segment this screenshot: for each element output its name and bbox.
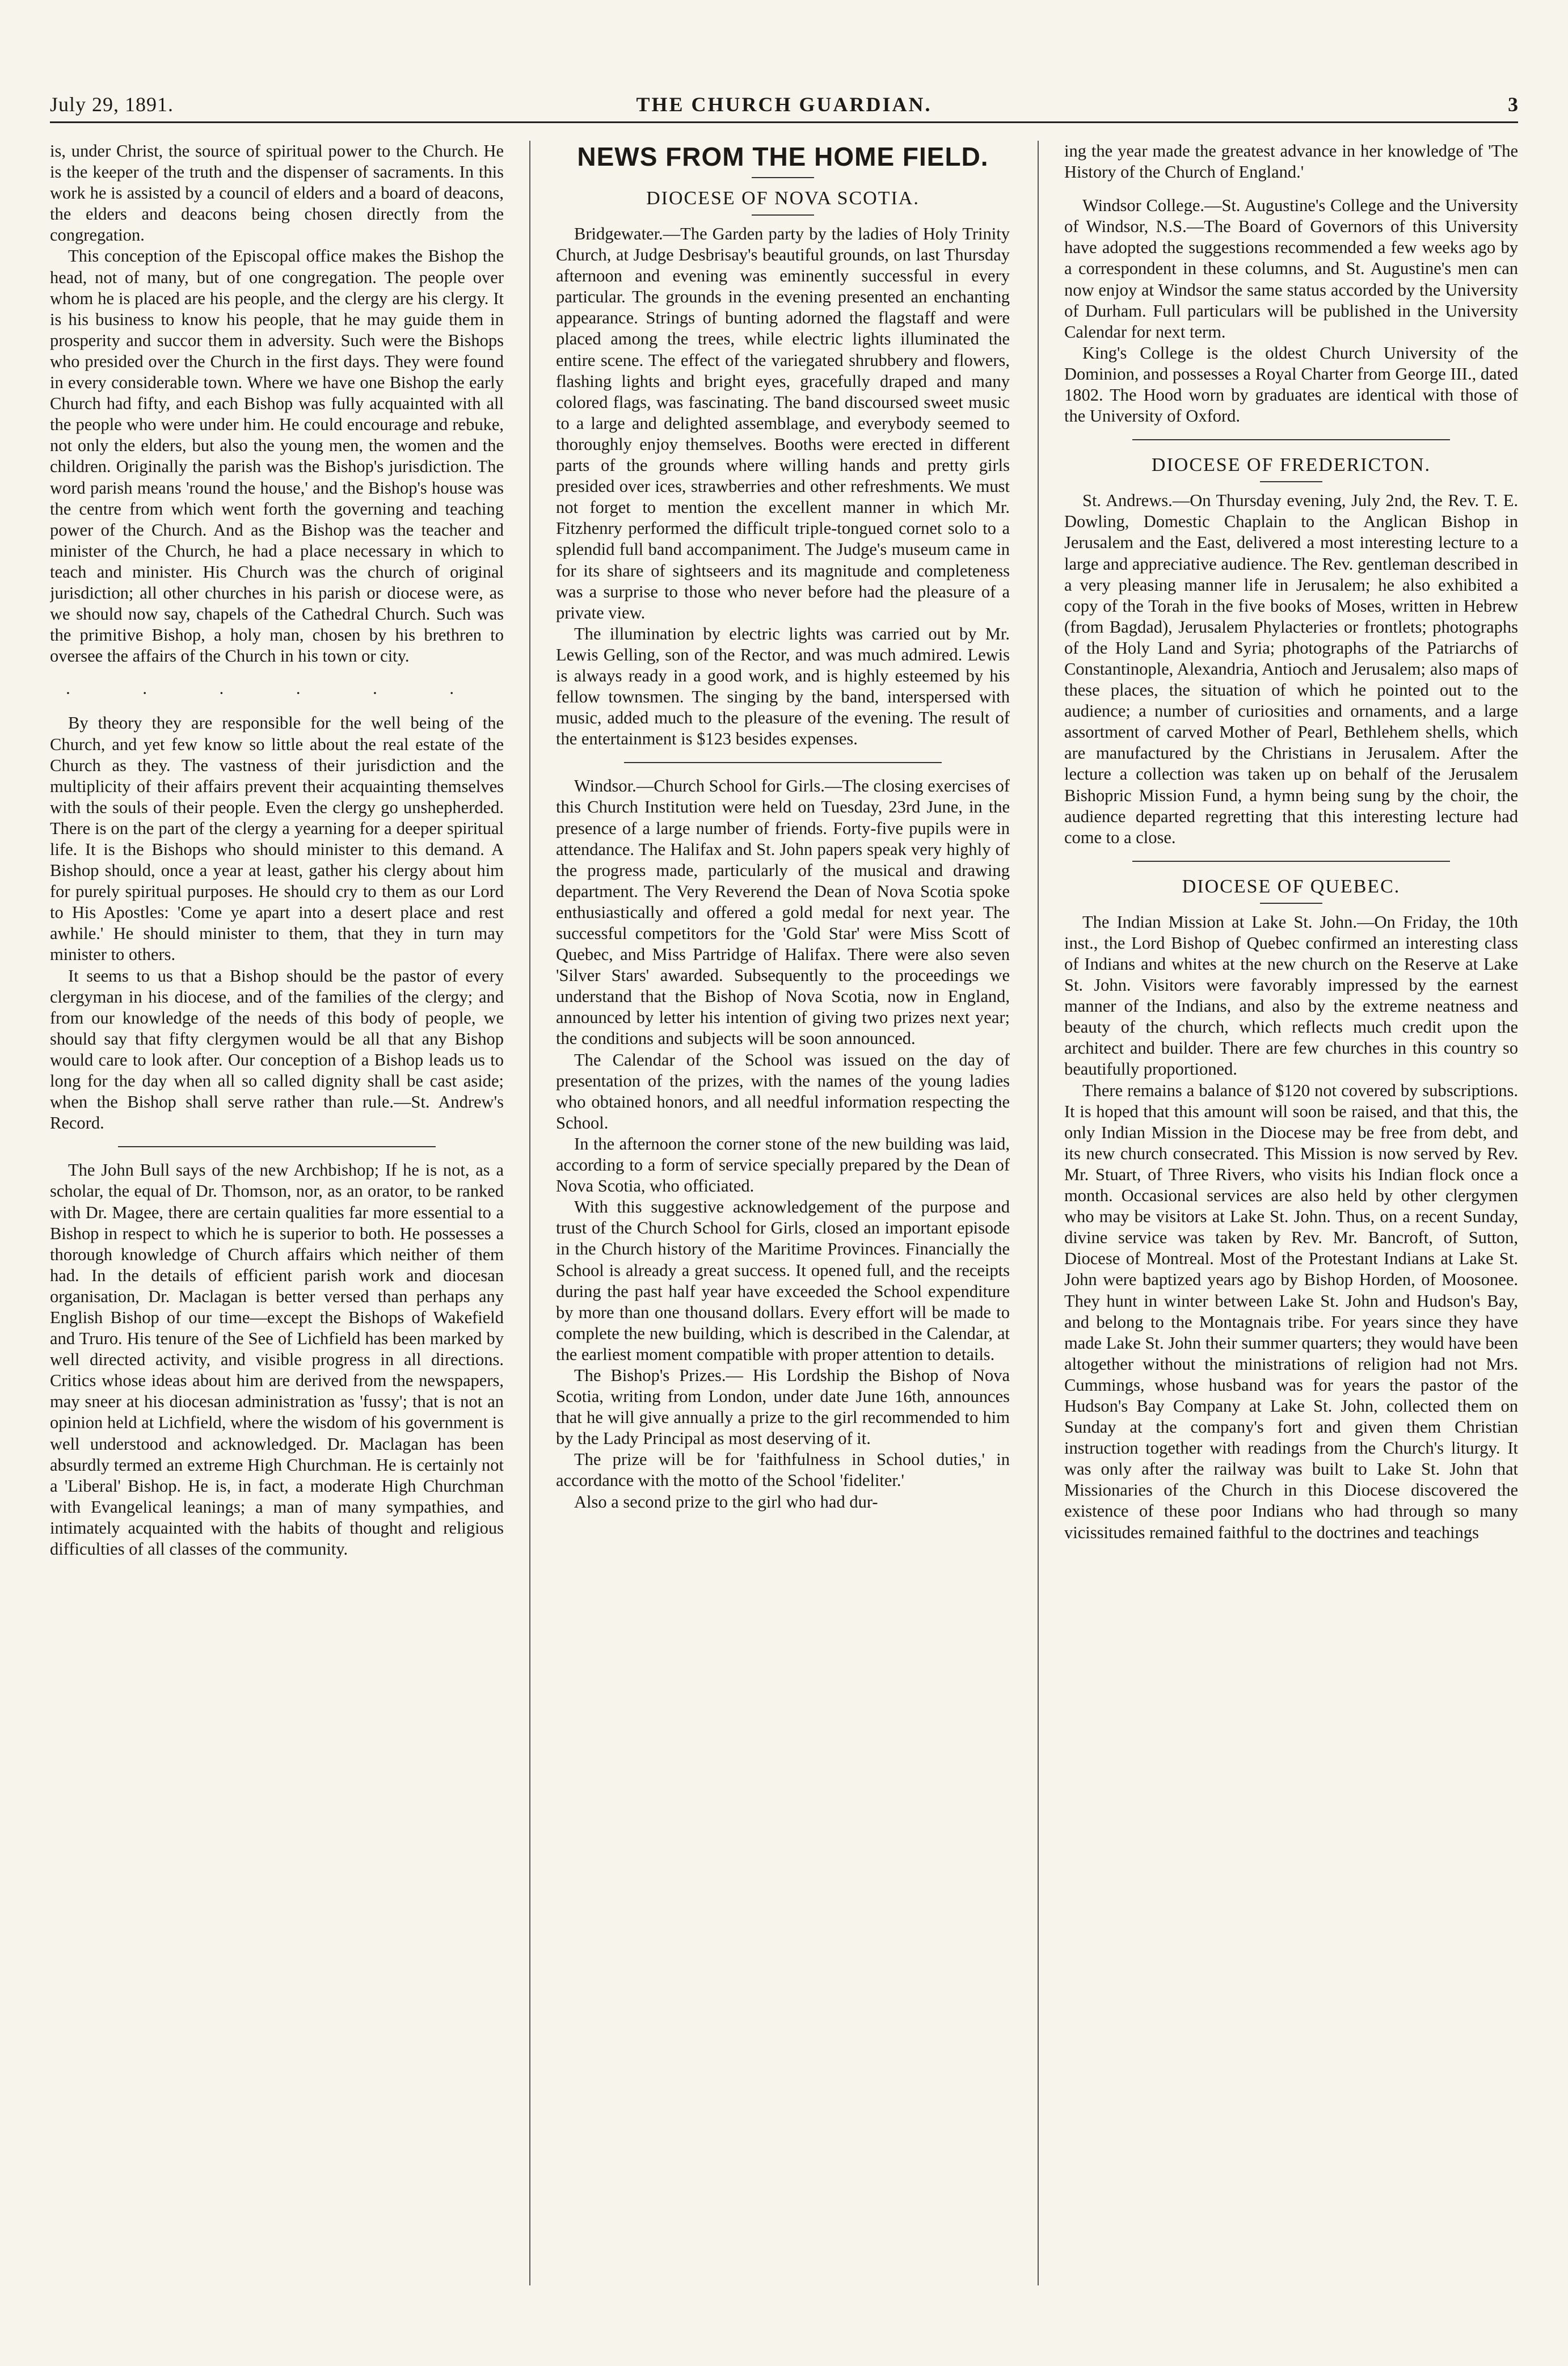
article-divider [624, 762, 942, 763]
masthead [50, 92, 1518, 123]
article-divider [1132, 861, 1450, 862]
article-paragraph: The Indian Mission at Lake St. John.—On Friday, the 10th inst., the Lord Bishop of Quebec confirmed an interesting class of Indians and whites at the new church on the Reserve at Lake St. John. Visitors were favorably impressed by the earnest manner of the Indians, and also by the extreme neatness and beauty of the church, which reflects much credit upon the architect and builder. There are few churches in this country so beautifully proportioned. [1064, 912, 1518, 1079]
column-1 [50, 141, 504, 2285]
article-paragraph: The Calendar of the School was issued on the day of presentation of the prizes, with the names of the young ladies who obtained honors, and all needful information respecting the School. [556, 1050, 1010, 1133]
article-paragraph: By theory they are responsible for the well being of the Church, and yet few know so little about the real estate of the Church as they. The vastness of their jurisdiction and the multiplicity of their affairs prevent their acquainting themselves with the souls of their people. Even the clergy go unshepherded. There is on the part of the clergy a yearning for a deeper spiritual life. It is the Bishops who should minister to this demand. A Bishop should, once a year at least, gather his clergy about him for purely spiritual purposes. He should cry to them as our Lord to His Apostles: 'Come ye apart into a desert place and rest awhile.' He should minister to them, that they in turn may minister to others. [50, 713, 504, 965]
diocese-heading: DIOCESE OF QUEBEC. [1182, 875, 1401, 897]
article-paragraph: With this suggestive acknowledgement of the purpose and trust of the Church School for Girls, closed an important episode in the Church history of the Maritime Provinces. Financially the School is already a great success. It opened full, and the receipts during the past half year have exceeded the School expenditure by more than one thousand dollars. Every effort will be made to complete the new building, which is described in the Calendar, at the earliest moment compatible with proper attention to details. [556, 1197, 1010, 1364]
paragraph-gap [1064, 183, 1518, 195]
article-paragraph: In the afternoon the corner stone of the new building was laid, according to a form of service specially prepared by the Dean of Nova Scotia, who officiated. [556, 1134, 1010, 1196]
article-paragraph: Also a second prize to the girl who had dur- [574, 1492, 878, 1512]
heading-rule [1260, 903, 1322, 904]
column-3 [1064, 141, 1518, 2285]
diocese-heading: DIOCESE OF NOVA SCOTIA. [646, 188, 920, 209]
article-paragraph: This conception of the Episcopal office makes the Bishop the head, not of many, but of one congregation. The people over whom he is placed are his people, and the clergy are his clergy. It is his business to know his people, that he may guide them in prosperity and succor them in adversity. Such were the Bishops who presided over the Church in the first days. They were found in every considerable town. Where we have one Bishop the early Church had fifty, and each Bishop was fully acquainted with all the people who were under him. He could encourage and rebuke, not only the elders, but also the young men, the women and the children. Originally the parish was the Bishop's jurisdiction. The word parish means 'round the house,' and the Bishop's house was the centre from which went forth the governing and teaching power of the Church. And as the Bishop was the teacher and minister of the Church, he had a place necessary in which to teach and minister. His Church was the church of original jurisdiction; all other churches in his parish or diocese were, as we should now say, chapels of the Cathedral Church. Such was the primitive Bishop, a holy man, chosen by his brethren to oversee the affairs of the Church in his town or city. [50, 246, 504, 666]
article-divider [118, 1146, 436, 1147]
article-paragraph: The illumination by electric lights was carried out by Mr. Lewis Gelling, son of the Rector, and was much admired. Lewis is always ready in a good work, and is highly esteemed by his fellow townsmen. The singing by the band, interspersed with music, added much to the pleasure of the evening. The result of the entertainment is $123 besides expenses. [556, 624, 1010, 749]
article-paragraph: Bridgewater.—The Garden party by the ladies of Holy Trinity Church, at Judge Desbrisay's beautiful grounds, on last Thursday afternoon and evening was eminently successful in every particular. The grounds in the evening presented an enchanting appearance. Strings of bunting adorned the flagstaff and were placed among the trees, while electric lights illuminated the entire scene. The effect of the variegated shrubbery and flowers, flashing lights and bright eyes, gracefully draped and many colored flags, was fascinating. The band discoursed sweet music to a large and delighted assemblage, and everybody seemed to thoroughly enjoy themselves. Booths were erected in different parts of the grounds where willing hands and pretty girls presided over ices, strawberries and other refreshments. We must not forget to mention the excellent manner in which Mr. Fitzhenry performed the difficult triple-tongued cornet solo to a splendid full band accompaniment. The Judge's museum came in for its share of sightseers and its magnitude and completeness was a surprise to those who never before had the pleasure of a private view. [556, 224, 1010, 622]
heading-rule [752, 214, 814, 216]
article-paragraph: Windsor.—Church School for Girls.—The closing exercises of this Church Institution were held on Tuesday, 23rd June, in the presence of a large number of friends. Forty-five pupils were in attendance. The Halifax and St. John papers speak very highly of the progress made, particularly of the musical and drawing department. The Very Reverend the Dean of Nova Scotia spoke enthusiastically and offered a gold medal for next year. The successful competitors for the 'Gold Star' were Miss Scott of Quebec, and Miss Partridge of Halifax. There were also seven 'Silver Stars' awarded. Subsequently to the proceedings we understand that the Bishop of Nova Scotia, now in England, announced by letter his intention of giving two prizes next year; the conditions and subjects will be soon announced. [556, 776, 1010, 1049]
article-paragraph: Windsor College.—St. Augustine's College and the University of Windsor, N.S.—The Board of Governors of this University have adopted the suggestions recommended a few weeks ago by a correspondent in these columns, and St. Augustine's men can now enjoy at Windsor the same status accorded by the University of Durham. Full particulars will be published in the University Calendar for next term. [1064, 196, 1518, 342]
section-heading: NEWS FROM THE HOME FIELD. [577, 142, 989, 171]
column-2 [556, 141, 1010, 2285]
article-paragraph: There remains a balance of $120 not covered by subscriptions. It is hoped that this amount will soon be raised, and that this, the only Indian Mission in the Diocese may be free from debt, and its new church consecrated. This Mission is now served by Rev. Mr. Stuart, of Three Rivers, who visits his Indian flock once a month. Occasional services are also held by other clergymen who may be visitors at Lake St. John. Thus, on a recent Sunday, divine service was taken by Rev. Mr. Bancroft, of Sutton, Diocese of Montreal. Most of the Protestant Indians at Lake St. John were baptized years ago by Bishop Horden, of Moosonee. They hunt in winter between Lake St. John and Hudson's Bay, and belong to the Montagnais tribe. For years since they have made Lake St. John their summer quarters; they would have been altogether without the ministrations of religion had not Mrs. Cummings, whose husband was for years the pastor of the Hudson's Bay Company at Lake St. John, collected them on Sunday at the company's fort and given them Christian instruction together with readings from the Church's liturgy. It was only after the railway was built to Lake St. John that Missionaries of the Church in this Diocese discovered the existence of these poor Indians who had through so many vicissitudes remained faithful to the doctrines and teachings [1064, 1080, 1518, 1542]
page-number: 3 [1508, 93, 1518, 116]
article-paragraph: The Bishop's Prizes.— His Lordship the Bishop of Nova Scotia, writing from London, under date June 16th, announces that he will give annually a prize to the girl recommended to him by the Lady Principal as most deserving of it. [556, 1365, 1010, 1449]
heading-rule [752, 177, 814, 178]
article-divider [1132, 439, 1450, 440]
diocese-heading: DIOCESE OF FREDERICTON. [1151, 454, 1431, 476]
article-paragraph: The John Bull says of the new Archbishop; If he is not, as a scholar, the equal of Dr. Thomson, nor, as an orator, to be ranked with Dr. Magee, there are certain qualities far more essential to a Bishop in respect to which he is superior to both. He possesses a thorough knowledge of Church affairs which neither of them had. In the details of efficient parish work and diocesan organisation, Dr. Maclagan is better versed than perhaps any English Bishop of our time—except the Bishops of Wakefield and Truro. His tenure of the See of Lichfield has been marked by well directed activity, and visible progress in all directions. Critics whose ideas about him are derived from the newspapers, may sneer at his diocesan administration as 'fussy'; that is not an opinion held at Lichfield, where the wisdom of his government is well understood and acknowledged. Dr. Maclagan has been absurdly termed an extreme High Churchman. He is certainly not a 'Liberal' Bishop. He is, in fact, a moderate High Churchman with Evangelical leanings; a man of many sympathies, and intimately acquainted with the habits of thought and religious difficulties of all classes of the community. [50, 1160, 504, 1559]
article-paragraph: is, under Christ, the source of spiritual power to the Church. He is the keeper of the truth and the dispenser of sacraments. In this work he is assisted by a council of elders and a board of deacons, the elders and deacons being chosen directly from the congregation. [50, 141, 504, 245]
article-paragraph: St. Andrews.—On Thursday evening, July 2nd, the Rev. T. E. Dowling, Domestic Chaplain to the Anglican Bishop in Jerusalem and the East, delivered a most interesting lecture to a large and appreciative audience. The Rev. gentleman described in a very pleasing manner life in Jerusalem; he also exhibited a copy of the Torah in the five books of Moses, written in Hebrew (from Bagdad), Jerusalem Phylacteries or frontlets; photographs of the Holy Land and Syria; photographs of the Patriarchs of Constantinople, Alexandria, Antioch and Jerusalem; also maps of these places, the situation of which he pointed out to the audience; a number of curiosities and ornaments, and a large assortment of carved Mother of Pearl, Bethlehem shells, which are manufactured by the Christians in Jerusalem. After the lecture a collection was taken up on behalf of the Jerusalem Bishopric Mission Fund, a hymn being sung by the choir, the audience departed regretting that this interesting lecture had come to a close. [1064, 491, 1518, 847]
article-paragraph: The prize will be for 'faithfulness in School duties,' in accordance with the motto of the School 'fideliter.' [556, 1450, 1010, 1491]
column-divider [1038, 141, 1039, 2285]
column-divider [529, 141, 530, 2285]
ellipsis-separator: . . . . . . [66, 679, 488, 698]
heading-rule [1260, 481, 1322, 482]
article-paragraph: King's College is the oldest Church University of the Dominion, and possesses a Royal Charter from George III., dated 1802. The Hood worn by graduates are identical with those of the University of Oxford. [1064, 343, 1518, 426]
newspaper-title: THE CHURCH GUARDIAN. [636, 93, 932, 116]
article-paragraph: ing the year made the greatest advance in her knowledge of 'The History of the Church of England.' [1064, 141, 1518, 182]
issue-date: July 29, 1891. [50, 93, 174, 116]
article-paragraph: It seems to us that a Bishop should be the pastor of every clergyman in his diocese, and of the families of the clergy; and from our knowledge of the needs of this body of people, we should say that fifty clergymen would be all that any Bishop would care to look after. Our conception of a Bishop leads us to long for the day when all so called dignity shall be cast aside; when the Bishop shall serve rather than rule.—St. Andrew's Record. [50, 966, 504, 1133]
